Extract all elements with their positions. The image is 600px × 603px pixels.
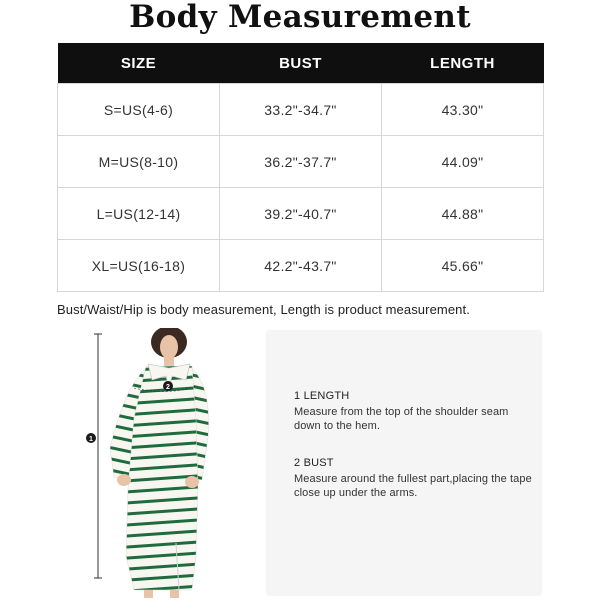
length-guide-description: Measure from the top of the shoulder seam down to the hem.: [294, 406, 509, 432]
column-header-bust: BUST: [220, 43, 382, 84]
size-cell: M=US(8-10): [58, 136, 220, 188]
table-header-row: [58, 43, 544, 84]
length-cell: 45.66": [382, 240, 544, 292]
model-figure: [84, 328, 224, 598]
page-title: Body Measurement: [129, 0, 471, 35]
table-row: [58, 240, 544, 292]
length-cell: 44.88": [382, 188, 544, 240]
bust-guide-description: Measure around the fullest part,placing the tape close up under the arms.: [294, 473, 532, 499]
table-row: [58, 188, 544, 240]
size-chart-table: [57, 43, 544, 292]
measurement-note: Bust/Waist/Hip is body measurement, Length is product measurement.: [57, 302, 470, 317]
length-cell: 44.09": [382, 136, 544, 188]
striped-dress-illustration: [84, 328, 224, 598]
bust-cell: 39.2"-40.7": [220, 188, 382, 240]
column-header-size: SIZE: [58, 43, 220, 84]
measurement-guide-panel: [266, 330, 542, 596]
size-cell: XL=US(16-18): [58, 240, 220, 292]
length-marker-label: 1: [89, 436, 93, 443]
length-guide-title: 1 LENGTH: [294, 390, 350, 402]
table-row: [58, 136, 544, 188]
bust-guide: [294, 457, 534, 500]
bust-guide-title: 2 BUST: [294, 457, 334, 469]
table-row: [58, 84, 544, 136]
bust-cell: 33.2"-34.7": [220, 84, 382, 136]
bust-marker-label: 2: [166, 384, 170, 391]
face: [160, 335, 178, 359]
length-guide: [294, 390, 534, 433]
bust-cell: 36.2"-37.7": [220, 136, 382, 188]
bust-cell: 42.2"-43.7": [220, 240, 382, 292]
column-header-length: LENGTH: [382, 43, 544, 84]
size-cell: L=US(12-14): [58, 188, 220, 240]
length-cell: 43.30": [382, 84, 544, 136]
size-cell: S=US(4-6): [58, 84, 220, 136]
